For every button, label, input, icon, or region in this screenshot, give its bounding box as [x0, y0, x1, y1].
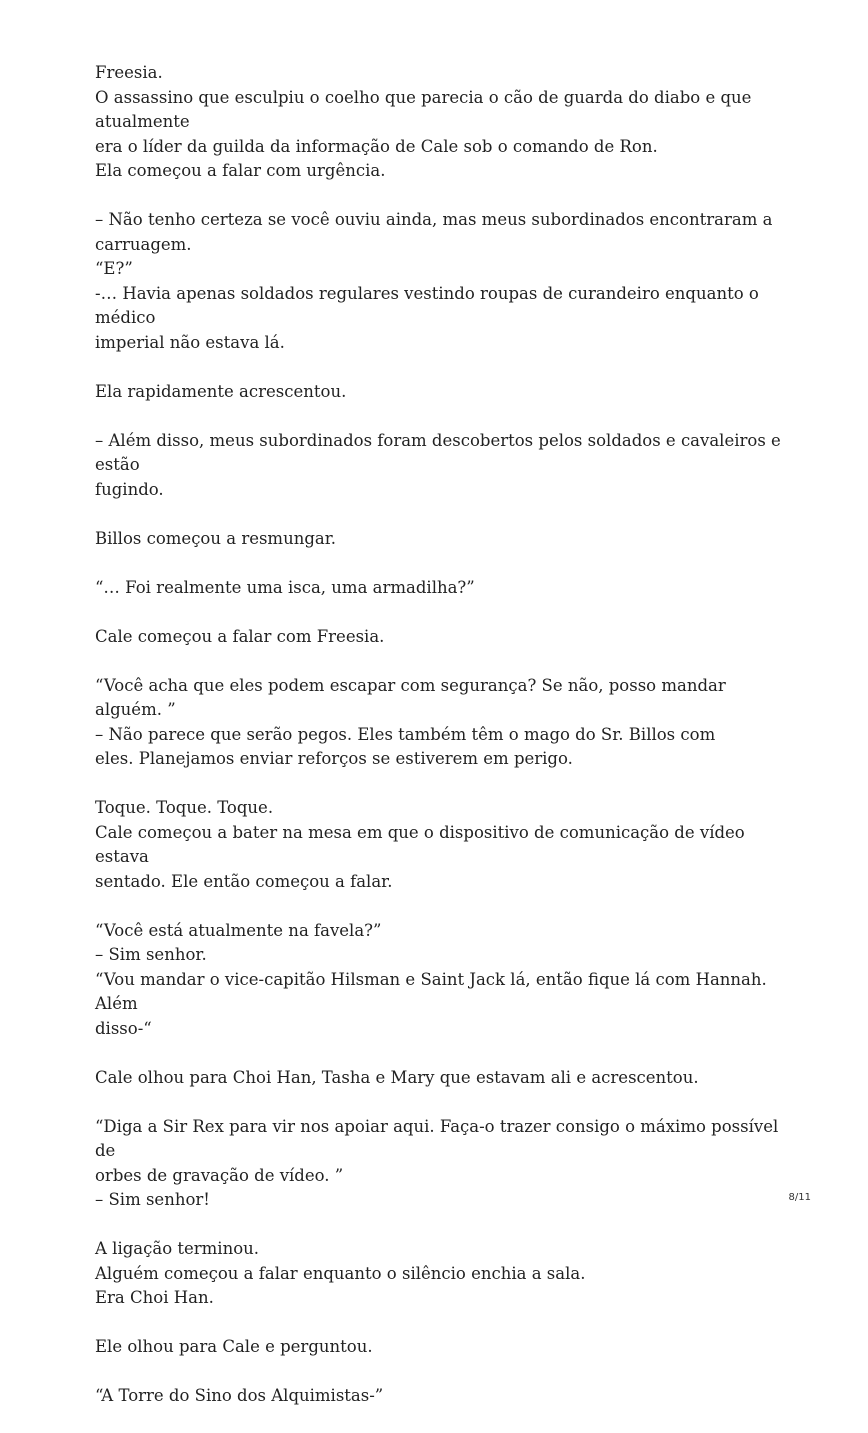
paragraph: Toque. Toque. Toque. Cale começou a bater na mesa em que o dispositivo de comunicação de vídeo estava sentado. Ele então começou a falar. — [95, 798, 745, 891]
paragraph: “Diga a Sir Rex para vir nos apoiar aqui. Faça-o trazer consigo o máximo possível de orbes de gravação de vídeo. ” – Sim senhor! — [95, 1116, 779, 1209]
paragraph: Ela rapidamente acrescentou. — [95, 381, 347, 401]
paragraph: Freesia. O assassino que esculpiu o coelho que parecia o cão de guarda do diabo e que atualmente era o líder da guilda da informação de Cale sob o comando de Ron. Ela começou a falar com urgência. — [95, 63, 752, 180]
paragraph: Ele olhou para Cale e perguntou. — [95, 1337, 373, 1356]
paragraph: Billos começou a resmungar. — [95, 528, 337, 548]
paragraph: A ligação terminou. Alguém começou a falar enquanto o silêncio enchia a sala. Era Choi Han. — [95, 1239, 586, 1307]
paragraph: “A Torre do Sino dos Alquimistas-” — [95, 1386, 384, 1405]
paragraph: – Não tenho certeza se você ouviu ainda, mas meus subordinados encontraram a carruagem. “E?” -… Havia apenas soldados regulares vestindo roupas de curandeiro enquanto o médico imperial não estava lá. — [95, 210, 773, 352]
page-number: 8/11 — [788, 1192, 811, 1203]
paragraph: Cale olhou para Choi Han, Tasha e Mary que estavam ali e acrescentou. — [95, 1067, 699, 1087]
paragraph: “Você está atualmente na favela?” – Sim senhor. “Vou mandar o vice-capitão Hilsman e Saint Jack lá, então fique lá com Hannah. Além disso-“ — [95, 920, 767, 1038]
paragraph: – Além disso, meus subordinados foram descobertos pelos soldados e cavaleiros e estão fugindo. — [95, 430, 781, 499]
paragraph: Cale começou a falar com Freesia. — [95, 626, 385, 646]
paragraph: “… Foi realmente uma isca, uma armadilha?” — [95, 577, 475, 597]
paragraph: “Você acha que eles podem escapar com segurança? Se não, posso mandar alguém. ” – Não parece que serão pegos. Eles também têm o mago do Sr. Billos com eles. Planejamos enviar reforços se estiverem em perigo. — [95, 675, 726, 768]
document-body — [95, 61, 795, 1433]
